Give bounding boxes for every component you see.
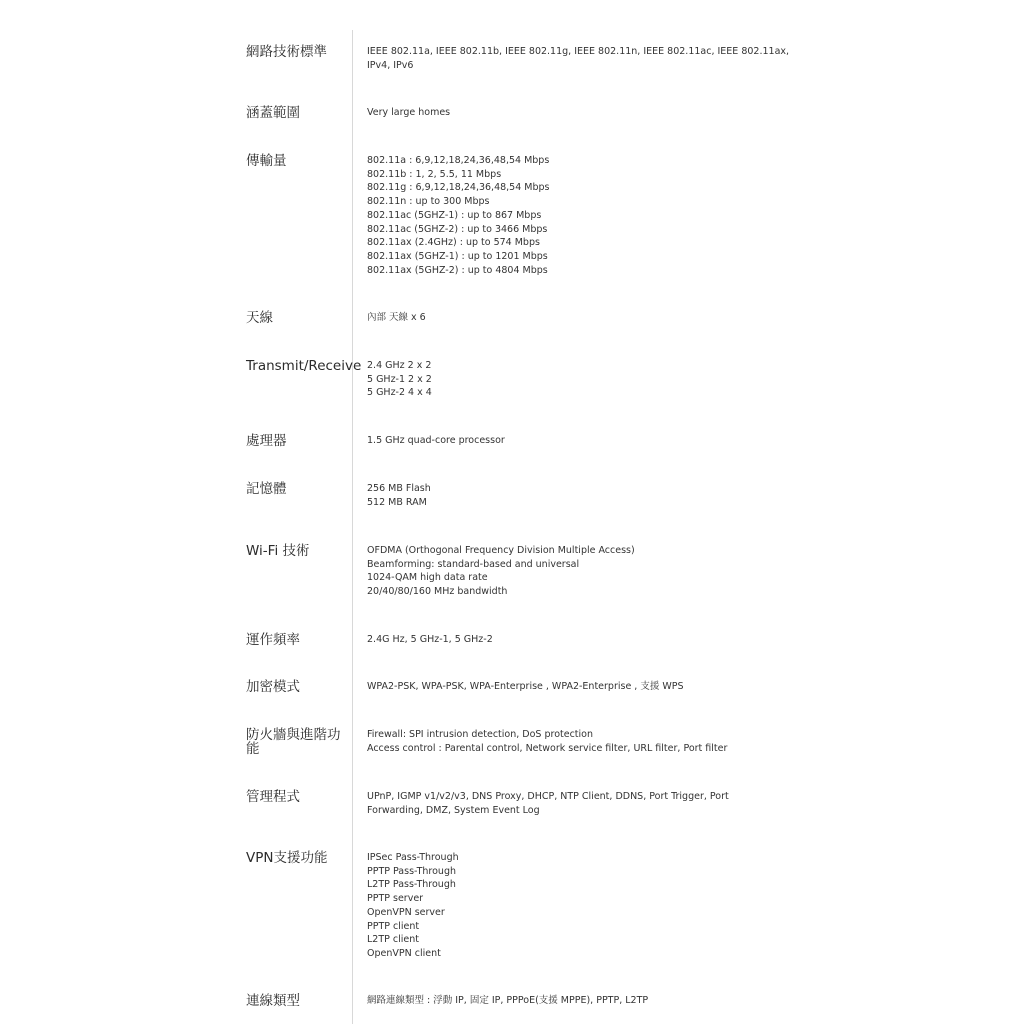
spec-label: VPN支援功能 (246, 850, 328, 866)
spec-value-line: 2.4 GHz 2 x 2 (367, 360, 432, 371)
spec-value-line: 802.11a : 6,9,12,18,24,36,48,54 Mbps (367, 155, 550, 166)
spec-label: 天線 (246, 310, 273, 326)
spec-value-line: PPTP Pass-Through (367, 865, 456, 877)
spec-label: 網路技術標準 (246, 44, 327, 60)
spec-label: 傳輸量 (246, 153, 287, 169)
spec-value-line: Forwarding, DMZ, System Event Log (367, 804, 540, 816)
spec-label: 涵蓋範圍 (246, 105, 300, 121)
spec-value-line: 512 MB RAM (367, 496, 427, 508)
spec-value-line: Beamforming: standard-based and universal (367, 558, 580, 570)
spec-value (367, 311, 747, 325)
spec-value-line: OpenVPN client (367, 947, 441, 959)
spec-value-line: L2TP Pass-Through (367, 879, 456, 891)
spec-label: 連線類型 (246, 993, 300, 1009)
spec-value (367, 154, 747, 277)
spec-value (367, 106, 747, 120)
spec-value-line: 802.11g : 6,9,12,18,24,36,48,54 Mbps (367, 182, 550, 194)
column-divider (352, 30, 353, 1024)
spec-label: Wi-Fi 技術 (246, 543, 310, 559)
spec-value-line: 802.11ax (5GHZ-2) : up to 4804 Mbps (367, 264, 548, 276)
spec-label: 處理器 (246, 433, 287, 449)
spec-value (367, 45, 790, 72)
spec-value (367, 359, 747, 400)
spec-value-line: 內部 天線 x 6 (367, 312, 426, 323)
spec-value-line: IEEE 802.11a, IEEE 802.11b, IEEE 802.11g, IEEE 802.11n, IEEE 802.11ac, IEEE 802.11ax, (367, 46, 790, 57)
spec-value (367, 482, 747, 509)
spec-value-line: PPTP client (367, 920, 420, 932)
spec-label: 加密模式 (246, 679, 300, 695)
spec-value-line: 20/40/80/160 MHz bandwidth (367, 586, 508, 598)
spec-value-line: OpenVPN server (367, 906, 445, 918)
spec-value-line: 5 GHz-1 2 x 2 (367, 373, 432, 385)
spec-value-line: 2.4G Hz, 5 GHz-1, 5 GHz-2 (367, 634, 493, 645)
spec-value (367, 728, 747, 755)
spec-value-line: 1024-QAM high data rate (367, 572, 488, 584)
spec-value (367, 680, 747, 694)
spec-value (367, 851, 747, 961)
spec-label: 運作頻率 (246, 632, 300, 648)
spec-value-line: IPSec Pass-Through (367, 852, 459, 863)
spec-value-line: UPnP, IGMP v1/v2/v3, DNS Proxy, DHCP, NTP Client, DDNS, Port Trigger, Port (367, 791, 729, 802)
spec-value-line: 網路連線類型 : 浮動 IP, 固定 IP, PPPoE(支援 MPPE), PPTP, L2TP (367, 995, 649, 1006)
spec-value-line: Very large homes (367, 107, 451, 118)
spec-value-line: 5 GHz-2 4 x 4 (367, 387, 432, 399)
spec-label: Transmit/Receive (246, 358, 362, 374)
spec-value (367, 994, 747, 1008)
spec-value-line: 802.11ac (5GHZ-2) : up to 3466 Mbps (367, 223, 548, 235)
spec-value-line: 1.5 GHz quad-core processor (367, 435, 505, 446)
spec-value (367, 434, 747, 448)
spec-label: 防火牆與進階功能 (246, 727, 341, 757)
spec-value-line: PPTP server (367, 893, 424, 905)
spec-label: 記憶體 (246, 481, 287, 497)
spec-label: 管理程式 (246, 789, 300, 805)
spec-value-line: 802.11n : up to 300 Mbps (367, 196, 490, 208)
spec-value-line: Firewall: SPI intrusion detection, DoS protection (367, 729, 593, 740)
spec-value (367, 544, 747, 599)
spec-value-line: WPA2-PSK, WPA-PSK, WPA-Enterprise , WPA2-Enterprise , 支援 WPS (367, 681, 684, 692)
spec-value-line: 802.11b : 1, 2, 5.5, 11 Mbps (367, 168, 502, 180)
spec-value-line: 256 MB Flash (367, 483, 431, 494)
spec-value (367, 790, 747, 817)
spec-value-line: IPv4, IPv6 (367, 59, 414, 71)
spec-value-line: Access control : Parental control, Network service filter, URL filter, Port filter (367, 742, 728, 754)
spec-value (367, 633, 747, 647)
spec-value-line: OFDMA (Orthogonal Frequency Division Multiple Access) (367, 545, 635, 556)
spec-value-line: 802.11ax (2.4GHz) : up to 574 Mbps (367, 237, 540, 249)
spec-value-line: 802.11ac (5GHZ-1) : up to 867 Mbps (367, 209, 542, 221)
spec-value-line: L2TP client (367, 934, 419, 946)
spec-value-line: 802.11ax (5GHZ-1) : up to 1201 Mbps (367, 250, 548, 262)
